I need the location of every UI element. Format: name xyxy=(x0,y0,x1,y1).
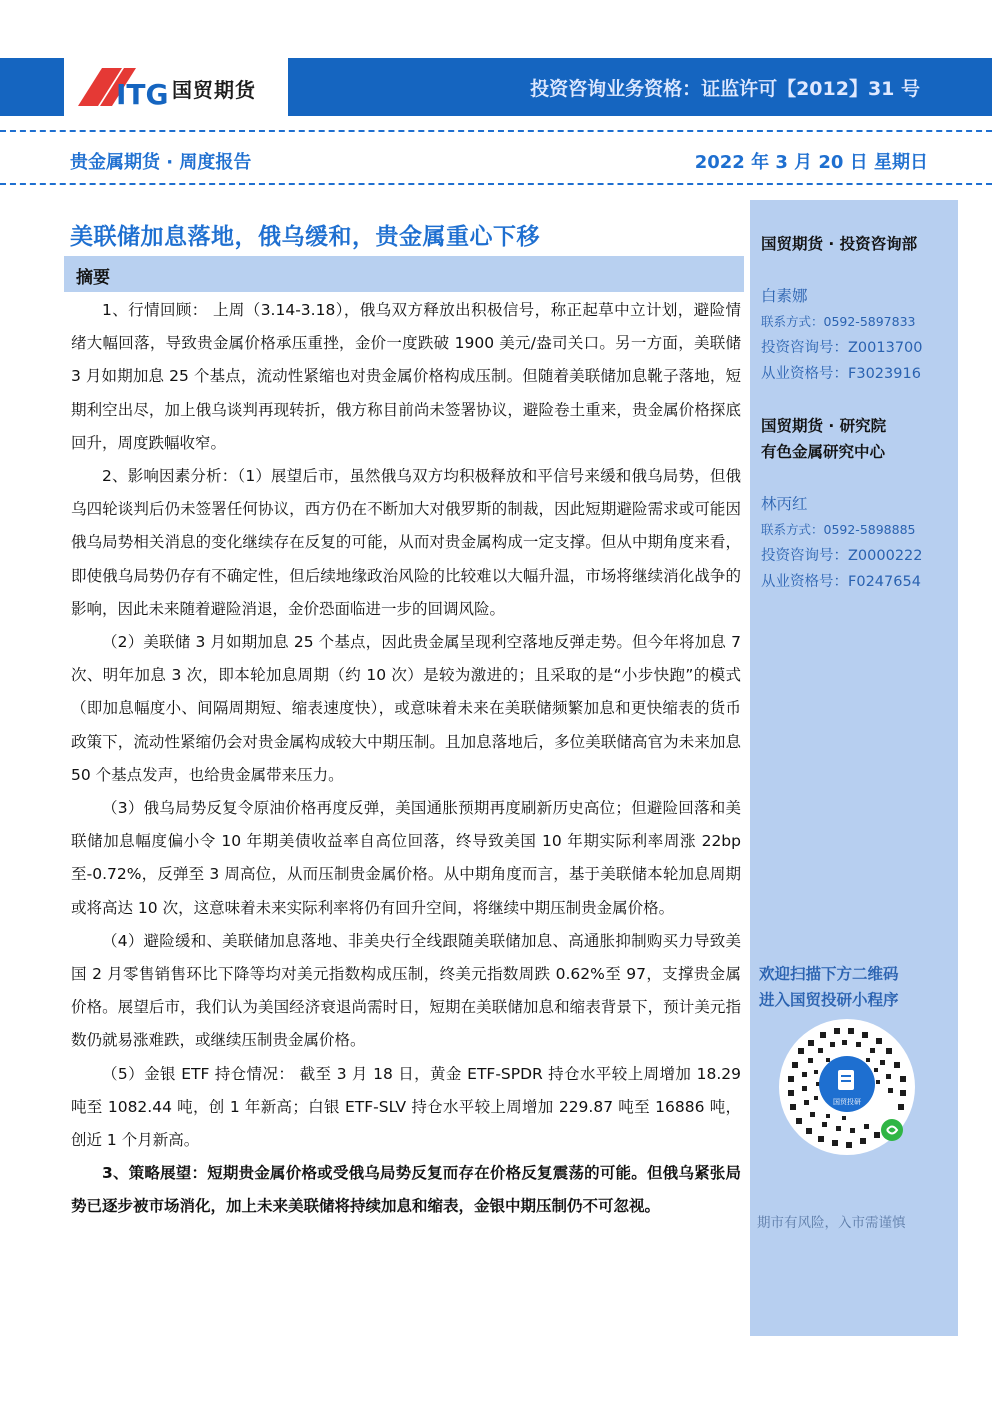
dept-research-institute: 国贸期货 · 研究院 xyxy=(761,417,887,435)
company-logo xyxy=(64,58,288,116)
analyst-qualification-no: 从业资格号：F0247654 xyxy=(761,574,921,590)
report-type: 贵金属期货 · 周度报告 xyxy=(70,152,252,173)
paragraph-market-review: 1、行情回顾： 上周（3.14-3.18），俄乌双方释放出积极信号，称正起草中立计划，避险情绪大幅回落，导致贵金属价格承压重挫，金价一度跌破 1900 美元/盎司关口。另一方面，美联储 3 月如期加息 25 个基点，流动性紧缩也对贵金属价格构成压制。但随着美联储加息靴子落地，短期利空出尽，加上俄乌谈判再现转折，俄方称目前尚未签署协议，避险卷土重来，贵金属价格探底回升，周度跌幅收窄。 xyxy=(71,301,741,452)
summary-header xyxy=(64,256,744,292)
risk-note: 期市有风险，入市需谨慎 xyxy=(757,1215,906,1231)
analyst-qualification-no: 从业资格号：F3023916 xyxy=(761,366,921,382)
divider-bottom xyxy=(0,183,992,185)
analyst-contact: 联系方式：0592-5898885 xyxy=(761,522,916,537)
paragraph-factors-1: 2、影响因素分析：（1）展望后市，虽然俄乌双方均积极释放和平信号来缓和俄乌局势，但俄乌四轮谈判后仍未签署任何协议，西方仍在不断加大对俄罗斯的制裁，因此短期避险需求或可能因俄乌局势相关消息的变化继续存在反复的可能，从而对贵金属构成一定支撑。但从中期角度来看，即使俄乌局势仍存有不确定性，但后续地缘政治风险的比较难以大幅升温，市场将继续消化战争的影响，因此未来随着避险消退，金价恐面临进一步的回调风险。 xyxy=(71,467,741,618)
paragraph-factors-3: （3）俄乌局势反复令原油价格再度反弹，美国通胀预期再度刷新历史高位；但避险回落和美联储加息幅度偏小令 10 年期美债收益率自高位回落，终导致美国 10 年期实际利率周涨 22bp 至-0.72%，反弹至 3 周高位，从而压制贵金属价格。从中期角度而言，基于美联储本轮加息周期或将高达 10 次，这意味着未来实际利率将仍有回升空间，将继续中期压制贵金属价格。 xyxy=(71,799,741,917)
sidebar xyxy=(750,200,958,1336)
promo-text: 进入国贸投研小程序 xyxy=(759,991,899,1009)
analyst-consult-no: 投资咨询号：Z0000222 xyxy=(761,548,923,564)
dept-metals-center: 有色金属研究中心 xyxy=(761,443,886,461)
license-text: 投资咨询业务资格：证监许可【2012】31 号 xyxy=(530,78,920,100)
paragraph-factors-5: （5）金银 ETF 持仓情况： 截至 3 月 18 日，黄金 ETF-SPDR 持仓水平较上周增加 18.29 吨至 1082.44 吨，创 1 年新高；白银 ETF-SLV 持仓水平较上周增加 229.87 吨至 16886 吨，创近 1 个月新高。 xyxy=(71,1064,741,1150)
promo-text: 欢迎扫描下方二维码 xyxy=(759,965,899,983)
divider-top xyxy=(0,130,992,132)
paragraph-strategy: 3、策略展望：短期贵金属价格或受俄乌局势反复而存在价格反复震荡的可能。但俄乌紧张局势已逐步被市场消化，加上未来美联储将持续加息和缩表，金银中期压制仍不可忽视。 xyxy=(71,1164,741,1216)
logo-text: 国贸期货 xyxy=(172,78,256,102)
page-title: 美联储加息落地，俄乌缓和，贵金属重心下移 xyxy=(70,224,540,250)
itg-logo-icon xyxy=(78,68,170,106)
mini-program-qr-code[interactable] xyxy=(778,1018,916,1156)
analyst-name: 白素娜 xyxy=(761,287,808,305)
summary-body xyxy=(71,294,741,1224)
dept-consulting: 国贸期货 · 投资咨询部 xyxy=(761,235,918,253)
paragraph-factors-4: （4）避险缓和、美联储加息落地、非美央行全线跟随美联储加息、高通胀抑制购买力导致美国 2 月零售销售环比下降等均对美元指数构成压制，终美元指数周跌 0.62%至 97，支撑贵金属价格。展望后市，我们认为美国经济衰退尚需时日，短期在美联储加息和缩表背景下，预计美元指数仍就易涨难跌，或继续压制贵金属价格。 xyxy=(71,931,741,1050)
summary-label: 摘要 xyxy=(76,268,110,288)
report-date: 2022 年 3 月 20 日 星期日 xyxy=(694,152,928,173)
svg-text:ITG: ITG xyxy=(116,78,169,106)
analyst-consult-no: 投资咨询号：Z0013700 xyxy=(761,340,923,356)
paragraph-factors-2: （2）美联储 3 月如期加息 25 个基点，因此贵金属呈现利空落地反弹走势。但今年将加息 7 次、明年加息 3 次，即本轮加息周期（约 10 次）是较为激进的；且采取的是“小步快跑”的模式（即加息幅度小、间隔周期短、缩表速度快），或意味着未来在美联储频繁加息和更快缩表的货币政策下，流动性紧缩仍会对贵金属构成较大中期压制。且加息落地后，多位美联储高官为未来加息 50 个基点发声，也给贵金属带来压力。 xyxy=(71,633,741,784)
analyst-contact: 联系方式：0592-5897833 xyxy=(761,314,916,329)
analyst-name: 林丙红 xyxy=(761,495,808,513)
qr-label: 国贸投研 xyxy=(833,1098,861,1106)
